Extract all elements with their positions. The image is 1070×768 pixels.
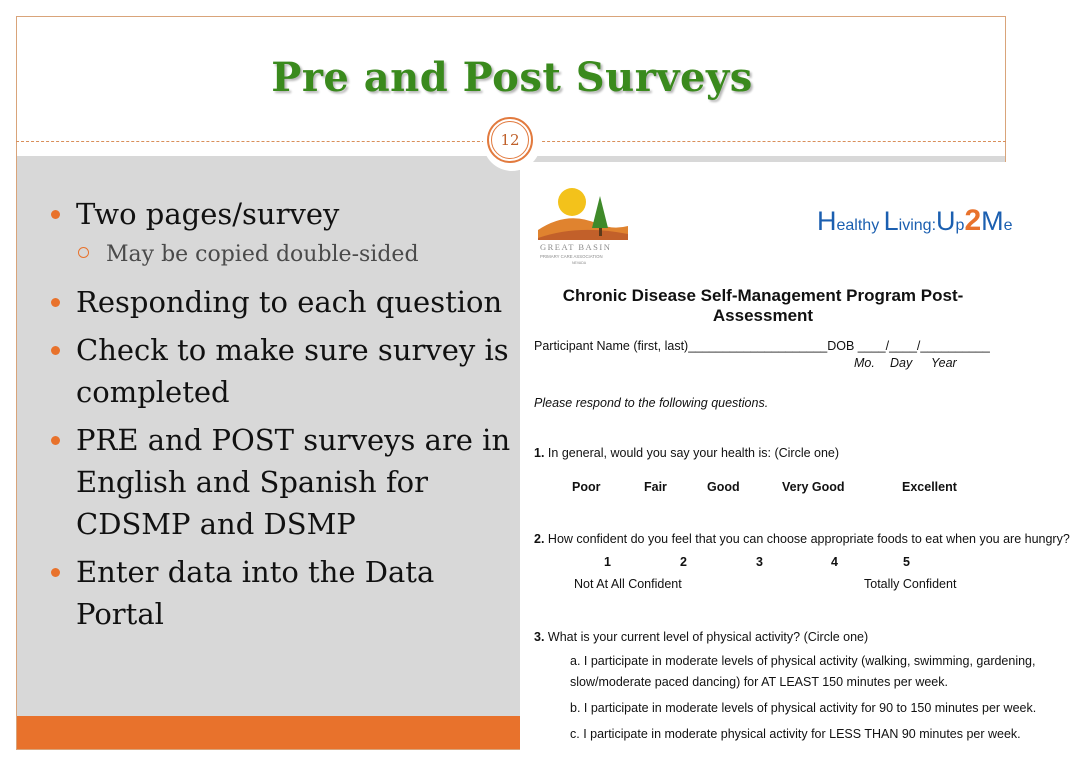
q2-scale-value: 1 <box>604 555 611 569</box>
q1-option: Poor <box>572 480 601 494</box>
bullet-item: Check to make sure survey is completed <box>48 329 518 413</box>
question-2: 2. How confident do you feel that you can choose appropriate foods to eat when you are hungry? <box>534 532 1070 546</box>
q2-scale-value: 5 <box>903 555 910 569</box>
survey-document-image <box>520 162 1070 750</box>
q1-option: Fair <box>644 480 667 494</box>
q2-scale-value: 3 <box>756 555 763 569</box>
slide-title: Pre and Post Surveys <box>271 54 753 101</box>
q3-option-a-cont: slow/moderate paced dancing) for AT LEAST 150 minutes per week. <box>570 675 948 689</box>
q1-option: Good <box>707 480 740 494</box>
page-number: 12 <box>487 117 533 163</box>
q1-option: Very Good <box>782 480 845 494</box>
participant-name-line: Participant Name (first, last)____________________DOB ____/____/__________ <box>534 339 990 353</box>
healthy-living-logo: Healthy Living:Up2Me <box>817 204 1013 237</box>
q2-high-label: Totally Confident <box>864 577 957 591</box>
bullet-list <box>48 193 518 635</box>
question-1: 1. In general, would you say your health is: (Circle one) <box>534 446 840 460</box>
q2-scale-value: 4 <box>831 555 838 569</box>
q1-option: Excellent <box>902 480 957 494</box>
logo-text-line1: GREAT BASIN <box>540 242 612 252</box>
great-basin-logo <box>538 174 628 264</box>
sub-bullet-item: May be copied double-sided <box>48 235 426 275</box>
bullet-item: Two pages/survey <box>48 193 518 235</box>
logo-text-line2: PRIMARY CARE ASSOCIATION <box>540 254 603 259</box>
dob-year-label: Year <box>931 356 957 370</box>
question-3: 3. What is your current level of physical activity? (Circle one) <box>534 630 869 644</box>
instruction-text: Please respond to the following questions. <box>534 396 769 410</box>
page-number-ring <box>491 121 529 159</box>
bullet-item: Responding to each question <box>48 281 518 323</box>
bullet-item: PRE and POST surveys are in English and Spanish for CDSMP and DSMP <box>48 419 518 545</box>
dob-month-label: Mo. <box>854 356 875 370</box>
q3-option-c: c. I participate in moderate physical activity for LESS THAN 90 minutes per week. <box>570 727 1021 741</box>
q3-option-a: a. I participate in moderate levels of physical activity (walking, swimming, gardening, <box>570 654 1036 668</box>
bullet-item: Enter data into the Data Portal <box>48 551 518 635</box>
logo-text-line3: NEVADA <box>572 261 587 265</box>
dob-day-label: Day <box>890 356 913 370</box>
q2-low-label: Not At All Confident <box>574 577 682 591</box>
q2-scale-value: 2 <box>680 555 687 569</box>
document-title: Chronic Disease Self-Management Program Post-Assessment <box>562 286 964 325</box>
q3-option-b: b. I participate in moderate levels of physical activity for 90 to 150 minutes per week. <box>570 701 1037 715</box>
